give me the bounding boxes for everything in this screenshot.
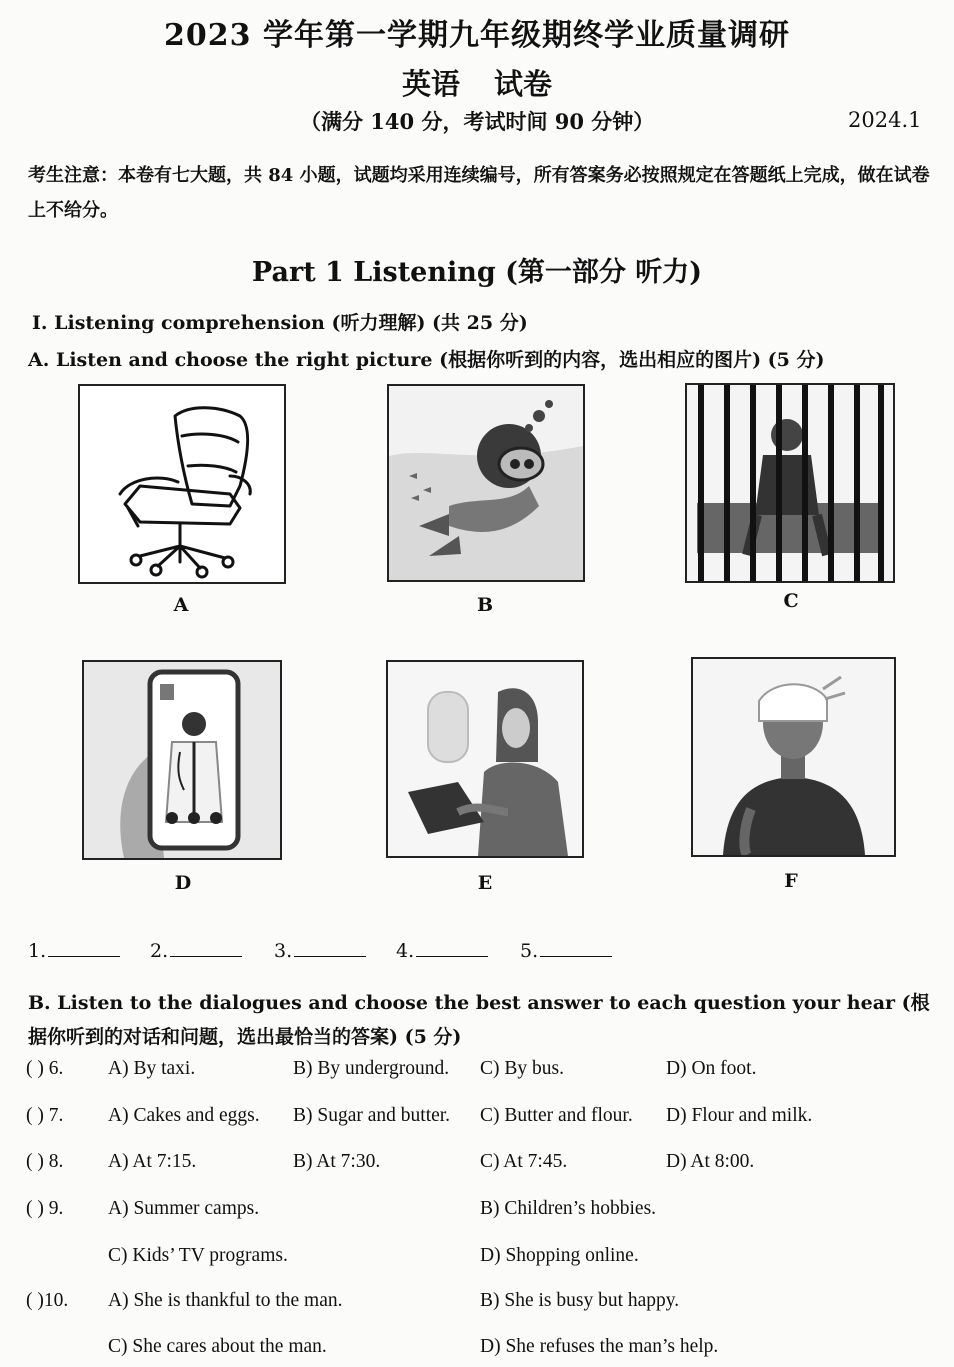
option-a: A) She is thankful to the man. [108, 1290, 343, 1311]
picture-f-label: F [784, 870, 798, 892]
question-number[interactable]: ( ) 6. [26, 1058, 64, 1079]
picture-b [387, 384, 585, 582]
boy-bandaged-eyes-icon [693, 659, 894, 855]
option-c: C) Kids’ TV programs. [108, 1245, 288, 1266]
video-call-doctor-icon [84, 662, 280, 858]
exam-notice: 考生注意：本卷有七大题，共 84 小题，试题均采用连续编号，所有答案务必按照规定在答题纸上完成，做在试卷上不给分。 [28, 165, 930, 221]
option-b: B) She is busy but happy. [480, 1290, 680, 1311]
picture-a [78, 384, 286, 584]
answer-blank-1[interactable] [28, 940, 120, 962]
section-a-heading: A. Listen and choose the right picture (根据你听到的内容，选出相应的图片) (5 分) [28, 349, 825, 371]
picture-c [685, 383, 895, 583]
question-number[interactable]: ( ) 9. [26, 1198, 64, 1219]
exam-date: 2024.1 [848, 108, 922, 132]
picture-d [82, 660, 282, 860]
option-b: B) Sugar and butter. [293, 1105, 451, 1126]
picture-c-label: C [783, 590, 799, 612]
snorkeling-girl-icon [389, 386, 583, 580]
section-b-heading: B. Listen to the dialogues and choose the best answer to each question your hear (根据你听到的对话和问题，选出最恰当的答案) (5 分) [28, 992, 930, 1048]
question-number[interactable]: ( ) 8. [26, 1151, 64, 1172]
section-1-heading: Ⅰ. Listening comprehension (听力理解) (共 25 分) [32, 312, 528, 334]
option-b: B) By underground. [293, 1058, 450, 1079]
office-chair-icon [80, 386, 284, 582]
picture-f [691, 657, 896, 857]
man-in-jail-icon [687, 385, 893, 581]
part-title: Part 1 Listening (第一部分 听力) [251, 257, 703, 288]
option-a: A) Cakes and eggs. [108, 1105, 260, 1126]
blank-number: 1. [28, 940, 47, 962]
exam-title: 2023 学年第一学期九年级期终学业质量调研 [164, 18, 790, 53]
option-d: D) Flour and milk. [666, 1105, 813, 1126]
picture-b-label: B [476, 594, 494, 616]
picture-e-label: E [477, 872, 493, 894]
blank-number: 5. [520, 940, 539, 962]
woman-laptop-plane-icon [388, 662, 582, 856]
option-c: C) Butter and flour. [480, 1105, 633, 1126]
answer-blank-3[interactable] [274, 940, 366, 962]
answer-blank-5[interactable] [520, 940, 612, 962]
picture-a-label: A [173, 594, 189, 616]
option-d: D) On foot. [666, 1058, 757, 1079]
blank-number: 4. [396, 940, 415, 962]
question-number[interactable]: ( )10. [26, 1290, 69, 1311]
option-c: C) At 7:45. [480, 1151, 568, 1172]
option-a: A) Summer camps. [108, 1198, 260, 1219]
option-a: A) By taxi. [108, 1058, 196, 1079]
answer-blank-4[interactable] [396, 940, 488, 962]
picture-d-label: D [174, 872, 192, 894]
picture-e [386, 660, 584, 858]
option-c: C) By bus. [480, 1058, 564, 1079]
option-d: D) She refuses the man’s help. [480, 1336, 719, 1357]
answer-blank-2[interactable] [150, 940, 242, 962]
option-b: B) At 7:30. [293, 1151, 381, 1172]
exam-meta: （满分 140 分，考试时间 90 分钟） [300, 109, 655, 134]
question-number[interactable]: ( ) 7. [26, 1105, 64, 1126]
blank-number: 2. [150, 940, 169, 962]
option-c: C) She cares about the man. [108, 1336, 327, 1357]
option-d: D) At 8:00. [666, 1151, 755, 1172]
blank-number: 3. [274, 940, 293, 962]
option-b: B) Children’s hobbies. [480, 1198, 657, 1219]
option-d: D) Shopping online. [480, 1245, 639, 1266]
option-a: A) At 7:15. [108, 1151, 197, 1172]
exam-subtitle: 英语 试卷 [401, 67, 553, 101]
